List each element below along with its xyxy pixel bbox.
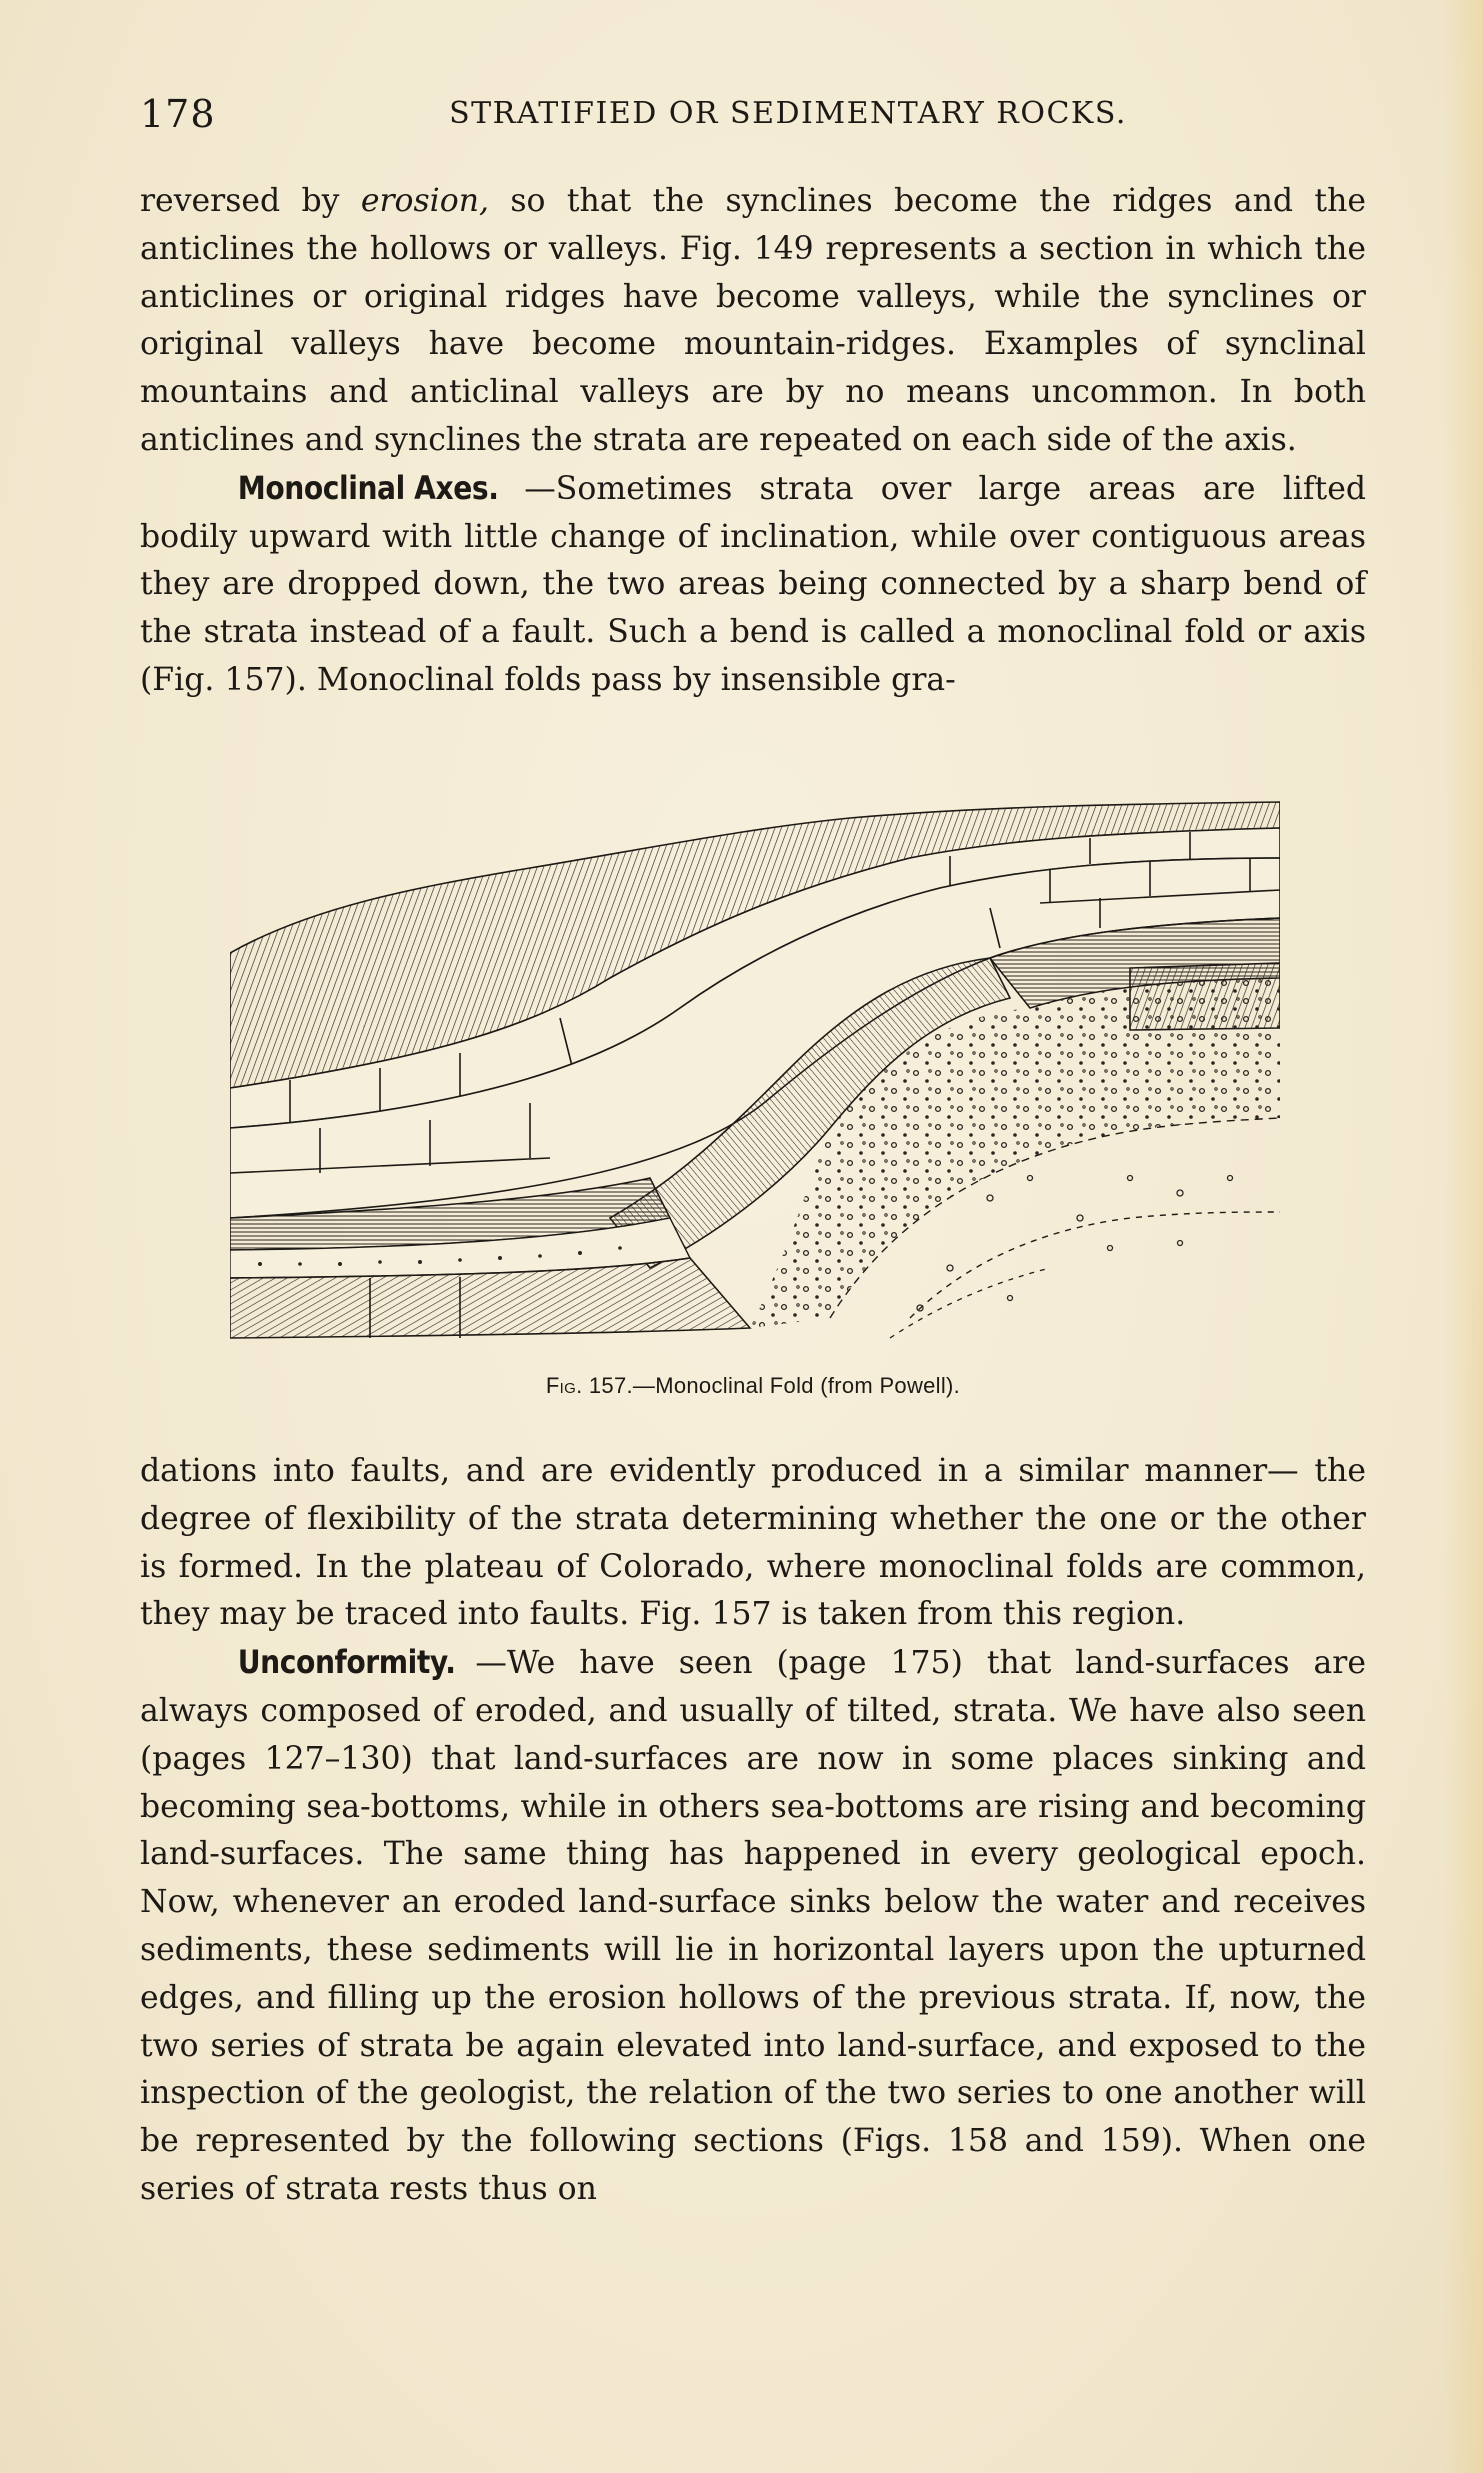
- section-heading-monoclinal-axes: Monoclinal Axes.: [237, 468, 499, 507]
- paragraph-erosion: [140, 178, 1366, 465]
- figure-caption: [140, 1373, 1366, 1399]
- monoclinal-fold-illustration: [230, 798, 1280, 1358]
- figure-label: Fig. 157.: [545, 1373, 633, 1398]
- paragraph-unconformity: [140, 1639, 1366, 2214]
- figure-monoclinal-fold: [230, 798, 1280, 1358]
- scattered-pebbles: [917, 1176, 1233, 1312]
- paragraph-continuation: so that the synclines become the ridges and the anticlines the hollows or valleys. Fig. 149 represents a section in which the anticlines or original ridges have become valleys, while the synclines or original valleys have become mountain-ridges. Examples of synclinal mountains and anticlinal valleys are by no means uncommon. In both anticlines and synclines the strata are repeated on each side of the axis.: [140, 183, 1366, 458]
- paragraph-body: —Sometimes strata over large areas are lifted bodily upward with little change of inclination, while over contiguous areas they are dropped down, the two areas being connected by a sharp bend of the strata instead of a fault. Such a bend is called a monoclinal fold or axis (Fig. 157). Monoclinal folds pass by insensible gra-: [140, 470, 1366, 698]
- paragraph-lead: reversed by: [140, 183, 361, 219]
- paragraph-body: —We have seen (page 175) that land-surfaces are always composed of eroded, and usually of tilted, strata. We have also seen (pages 127–130) that land-surfaces are now in some places sinking and becoming sea-bottoms, while in others sea-bottoms are rising and becoming land-surfaces. The same thing has happened in every geological epoch. Now, whenever an eroded land-surface sinks below the water and receives sediments, these sediments will lie in horizontal layers upon the upturned edges, and filling up the erosion hollows of the previous strata. If, now, the two series of strata be again elevated into land-surface, and exposed to the inspection of the geologist, the relation of the two series to one another will be represented by the following sections (Figs. 158 and 159). When one series of strata rests thus on: [140, 1645, 1366, 2207]
- page-number: 178: [140, 92, 216, 136]
- running-head: STRATIFIED OR SEDIMENTARY ROCKS.: [449, 96, 1127, 131]
- figure-caption-text: —Monoclinal Fold (from Powell).: [632, 1373, 961, 1398]
- page-header: [140, 92, 1366, 142]
- paragraph-gradations: [140, 1448, 1366, 1639]
- paragraph-body: dations into faults, and are evidently produced in a similar manner— the degree of flexibility of the strata determining whether the one or the other is formed. In the plateau of Colorado, where monoclinal folds are common, they may be traced into faults. Fig. 157 is taken from this region.: [140, 1453, 1366, 1633]
- lower-dashed-contact: [910, 1212, 1280, 1318]
- section-heading-unconformity: Unconformity.: [237, 1643, 456, 1682]
- text-block-upper: [140, 178, 1366, 705]
- page-edge-shading: [1443, 0, 1483, 2473]
- text-block-lower: [140, 1448, 1366, 2214]
- paragraph-monoclinal-axes: [140, 465, 1366, 705]
- basal-dashed-contact: [890, 1268, 1050, 1338]
- italic-term-erosion: erosion,: [360, 183, 489, 219]
